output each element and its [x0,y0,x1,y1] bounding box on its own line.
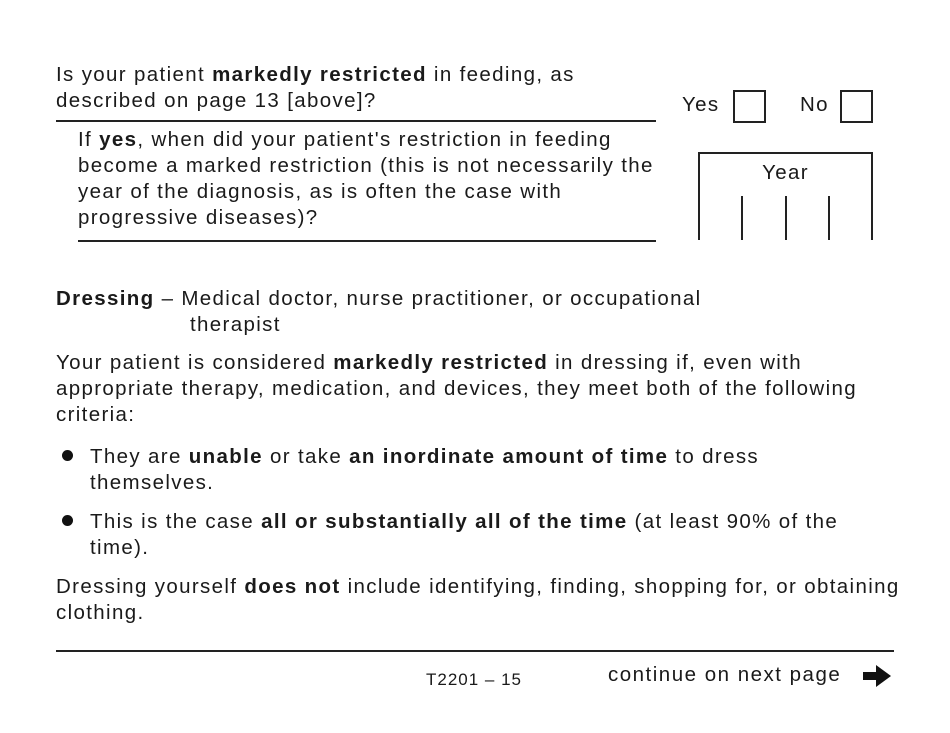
year-cell-divider [828,196,830,240]
year-digit-1-input[interactable] [700,194,742,240]
criteria-item: They are unable or take an inordinate amount of time to dress themselves. [90,445,760,494]
continue-next-page-link[interactable]: continue on next page [608,663,842,686]
bullet-icon [62,515,73,526]
dressing-closing-note: Dressing yourself does not include identifying, finding, shopping for, or obtaining clothing. [56,575,900,624]
year-cell-divider [741,196,743,240]
year-digit-4-input[interactable] [830,194,872,240]
bullet-icon [62,450,73,461]
followup-emphasis: yes [99,128,138,151]
year-label: Year [762,161,809,184]
year-field [698,152,873,240]
dressing-title: Dressing [56,287,155,310]
dressing-intro: Your patient is considered markedly restricted in dressing if, even with appropriate therapy, medication, and devices, they meet both of the following criteria: [56,351,857,426]
no-checkbox[interactable] [840,90,873,123]
feeding-question: Is your patient markedly restricted in feeding, as described on page 13 [above]? [56,63,575,112]
dressing-providers: Medical doctor, nurse practitioner, or occupational [181,287,702,310]
right-arrow-icon[interactable] [862,664,892,688]
dressing-heading: Dressing – Medical doctor, nurse practitioner, or occupational therapist [56,286,816,338]
yes-label: Yes [682,93,720,116]
dressing-providers-cont: therapist [190,313,281,336]
criteria-item: This is the case all or substantially all of the time (at least 90% of the time). [90,510,839,559]
followup-question: If yes, when did your patient's restriction in feeding become a marked restriction (this is not necessarily the year of the diagnosis, as is often the case with progressive diseases)? [78,128,654,229]
feeding-question-emphasis: markedly restricted [212,63,427,86]
year-digit-3-input[interactable] [787,194,829,240]
followup-divider [78,240,656,242]
no-label: No [800,93,829,116]
year-cell-divider [785,196,787,240]
page-number: T2201 – 15 [426,670,523,689]
yes-checkbox[interactable] [733,90,766,123]
question-divider [56,120,656,122]
year-digit-2-input[interactable] [743,194,785,240]
footer-divider [56,650,894,652]
